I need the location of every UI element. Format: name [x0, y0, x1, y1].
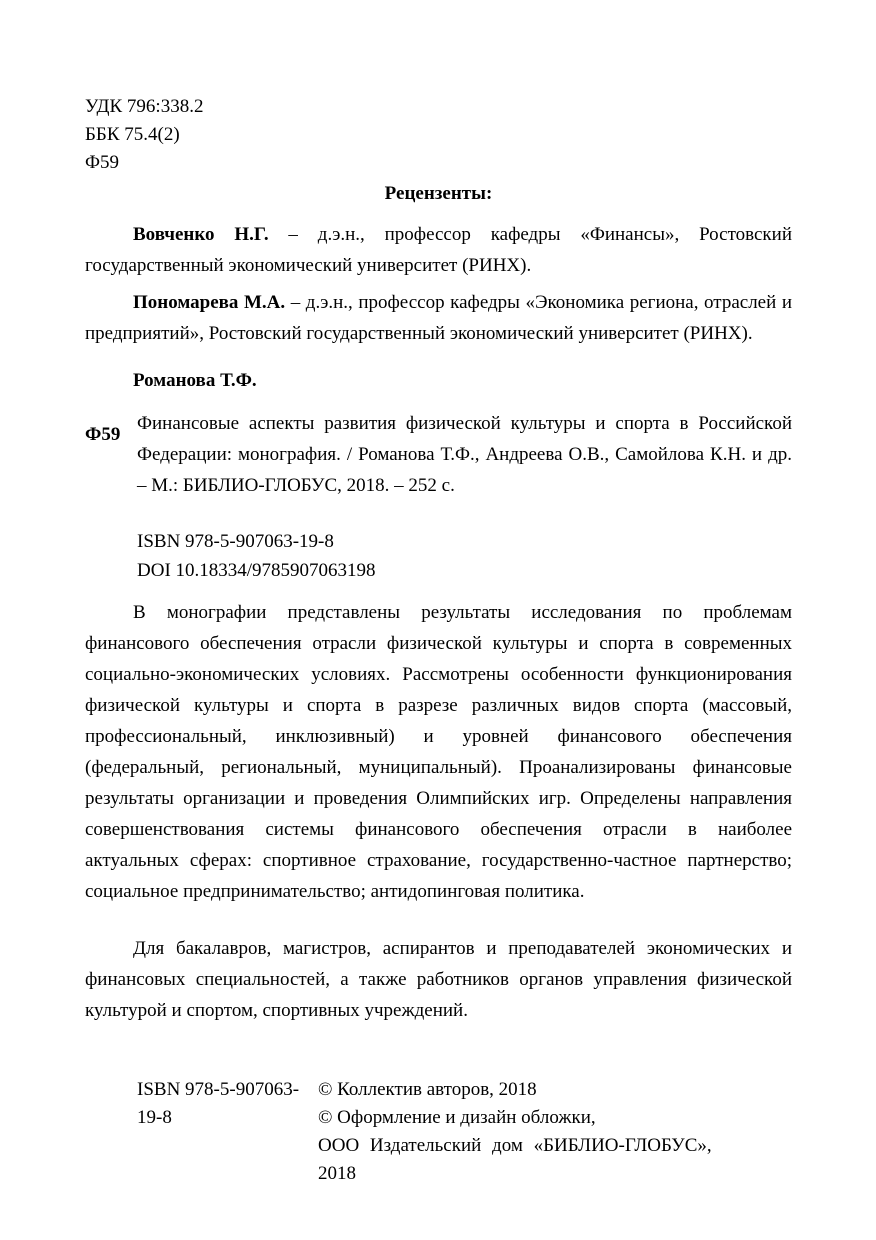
doi-line: DOI 10.18334/9785907063198 [137, 560, 376, 581]
bbk-line: ББК 75.4(2) [85, 124, 180, 145]
footer-isbn: ISBN 978-5-907063-19-8 [137, 1079, 300, 1128]
reviewers-heading: Рецензенты: [384, 183, 493, 204]
catalog-entry [85, 408, 792, 501]
audience-paragraph: Для бакалавров, магистров, аспирантов и преподавателей экономических и финансовых специальностей, а также работников органов управления физической культурой и спортом, спортивных учреждений. [85, 938, 792, 1021]
classification-code-line: Ф59 [85, 152, 120, 173]
udc-line: УДК 796:338.2 [85, 96, 204, 117]
identifiers-block [137, 527, 792, 585]
reviewer-paragraph [85, 287, 792, 349]
reviewer-name: Пономарева М.А. [133, 292, 286, 313]
copyright-block [318, 1076, 792, 1188]
abstract-paragraph: В монографии представлены результаты исследования по проблемам финансового обеспечения отрасли физической культуры и спорта в современных социально-экономических условиях. Рассмотрены особенности функционирования физической культуры и спорта в разрезе различных видов спорта (массовый, профессиональный, инклюзивный) и уровней финансового обеспечения (федеральный, региональный, муниципальный). Проанализированы финансовые результаты организации и проведения Олимпийских игр. Определены направления совершенствования системы финансового обеспечения отрасли в наиболее актуальных сферах: спортивное страхование, государственно-частное партнерство; социальное предпринимательство; антидопинговая политика. [85, 602, 792, 902]
isbn-line: ISBN 978-5-907063-19-8 [137, 531, 334, 552]
reviewer-paragraph [85, 219, 792, 281]
catalog-code: Ф59 [85, 424, 121, 445]
footer [85, 1076, 792, 1188]
reviewer-description: – д.э.н., профессор кафедры «Финансы», Ростовский государственный экономический университет (РИНХ). [85, 224, 792, 276]
reviewer-description: – д.э.н., профессор кафедры «Экономика региона, отраслей и предприятий», Ростовский государственный экономический университет (РИНХ). [85, 292, 793, 344]
copyright-line: © Оформление и дизайн обложки, [318, 1107, 596, 1128]
reviewer-name: Вовченко Н.Г. [133, 224, 269, 245]
catalog-description: Финансовые аспекты развития физической культуры и спорта в Российской Федерации: монография. / Романова Т.Ф., Андреева О.В., Самойлова К.Н. и др. – М.: БИБЛИО-ГЛОБУС, 2018. – 252 с. [137, 413, 792, 496]
author-name: Романова Т.Ф. [133, 370, 257, 391]
copyright-line: 2018 [318, 1163, 356, 1184]
copyright-line: © Коллектив авторов, 2018 [318, 1079, 537, 1100]
copyright-line: ООО Издательский дом «БИБЛИО-ГЛОБУС», [318, 1135, 712, 1156]
